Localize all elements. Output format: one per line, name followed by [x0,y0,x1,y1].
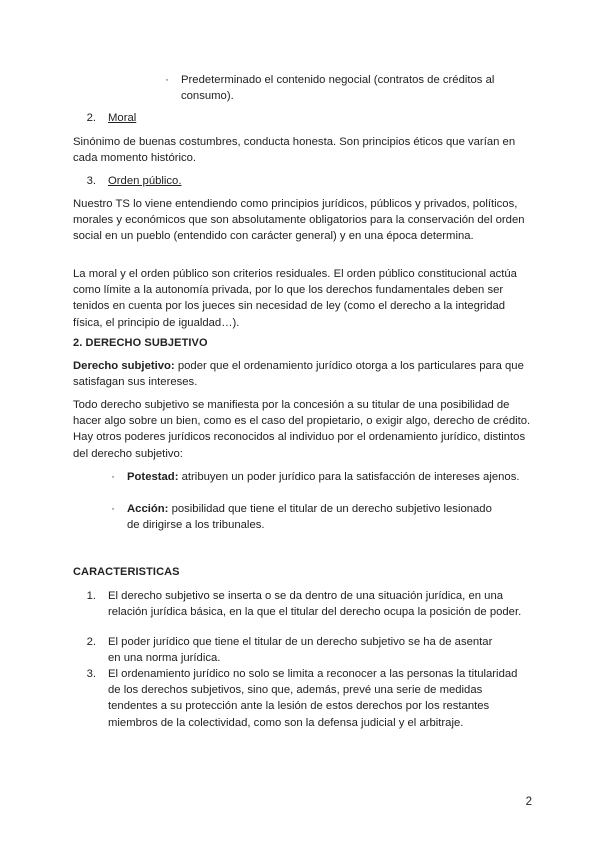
section-title-moral: Moral [108,112,137,124]
list-item: El derecho subjetivo se inserta o se da dentro de una situación jurídica, en una relación jurídica básica, en la que el titular del derecho ocupa la posición de poder. [108,590,522,619]
list-number: 1. [86,590,96,602]
bullet-text: atribuyen un poder jurídico para la satisfacción de intereses ajenos. [178,471,520,483]
page-number: 2 [525,796,532,808]
moral-paragraph: Sinónimo de buenas costumbres, conducta honesta. Son principios éticos que varían en cada momento histórico. [73,136,516,165]
bullet-potestad [127,469,527,485]
bullet-accion [127,501,497,533]
list-item: El poder jurídico que tiene el titular de un derecho subjetivo se ha de asentar en una norma jurídica. [108,636,493,665]
bullet-term: Potestad: [127,471,179,483]
section-heading-derecho-subjetivo: 2. DERECHO SUBJETIVO [73,337,208,349]
bullet-text: posibilidad que tiene el titular de un derecho subjetivo lesionado de dirigirse a los tribunales. [127,503,492,532]
definition-term: Derecho subjetivo: [73,360,175,372]
bullet-term: Acción: [127,503,169,515]
bullet-text: Predeterminado el contenido negocial (contratos de créditos al consumo). [181,74,495,103]
definition-text: poder que el ordenamiento jurídico otorga a los particulares para que satisfagan sus intereses. [73,360,524,389]
list-item: El ordenamiento jurídico no solo se limita a reconocer a las personas la titularidad de los derechos subjetivos, sino que, además, prevé una serie de medidas tendentes a su protección ante la lesión de estos derechos por los restantes miembros de la colectividad, como son la defensa judicial y el arbitraje. [108,668,518,729]
list-number: 3. [86,175,96,187]
bullet-marker: · [111,503,115,515]
definition-paragraph [73,358,531,390]
list-number: 3. [86,668,96,680]
bullet-marker: · [111,471,115,483]
bullet-marker: · [165,74,169,86]
orden-publico-paragraph: Nuestro TS lo viene entendiendo como principios jurídicos, públicos y privados, políticos, morales y económicos que son absolutamente obligatorios para la conservación del orden social en un pueblo (entendido con carácter general) y en una época determina. [73,198,525,243]
section-title-orden-publico: Orden público. [108,175,182,187]
residual-criteria-paragraph: La moral y el orden público son criterios residuales. El orden público constitucional actúa como límite a la autonomía privada, por lo que los derechos fundamentales deben ser tenidos en cuenta por los jueces sin necesidad de ley (como el derecho a la integridad física, el principio de igualdad…). [73,268,517,329]
list-number: 2. [86,636,96,648]
section-heading-caracteristicas: CARACTERISTICAS [73,566,180,578]
list-number: 2. [86,112,96,124]
derecho-subjetivo-paragraph: Todo derecho subjetivo se manifiesta por la concesión a su titular de una posibilidad de hacer algo sobre un bien, como es el caso del propietario, o exigir algo, derecho de crédito. Hay otros poderes jurídicos reconocidos al individuo por el ordenamiento jurídico, distintos del derecho subjetivo: [73,399,531,460]
